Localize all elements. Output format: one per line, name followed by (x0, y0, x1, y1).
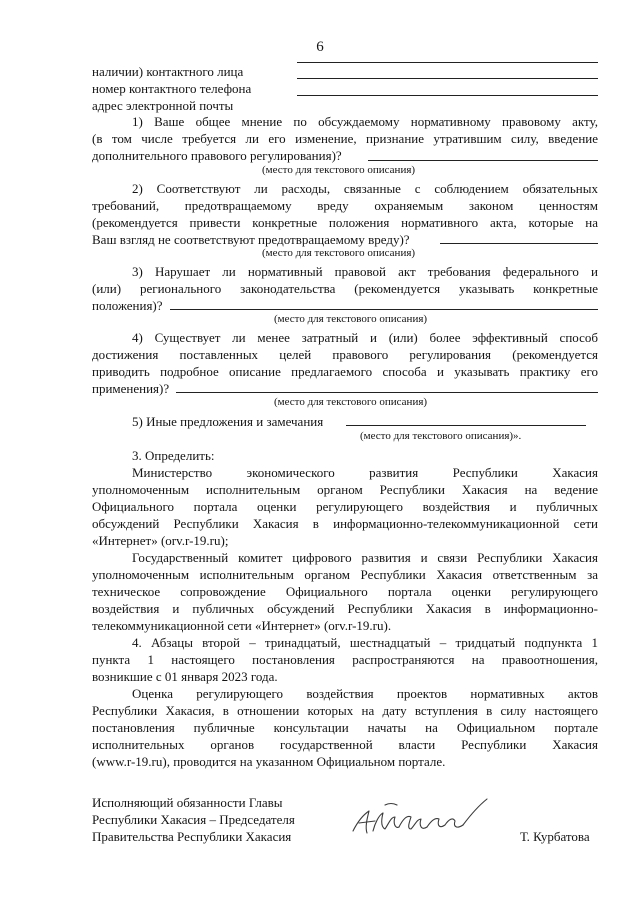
contact-phone-label: номер контактного телефона (92, 81, 252, 96)
answer-line (368, 160, 598, 161)
item-3-paragraph-2-line: телекоммуникационной сети «Интернет» (orv.r-19.ru). (92, 618, 392, 633)
item-3-paragraph-1-line: обсуждений Республики Хакасия в информационно-телекоммуникационной сети (92, 516, 598, 531)
item-4-line: 4. Абзацы второй – тринадцатый, шестнадцатый – тридцатый подпункта 1 (132, 635, 598, 650)
contact-email-label: адрес электронной почты (92, 98, 234, 113)
question-2-line: 2) Соответствуют ли расходы, связанные с соблюдением обязательных (132, 181, 598, 196)
item-3-paragraph-1-line: «Интернет» (orv.r-19.ru); (92, 533, 229, 548)
item-3-paragraph-1-line: Министерство экономического развития Республики Хакасия (132, 465, 598, 480)
item-3-paragraph-2-line: воздействия и публичных обсуждений Республики Хакасия в информационно- (92, 601, 598, 616)
question-4-line: 4) Существует ли менее затратный и (или) более эффективный способ (132, 330, 598, 345)
question-3-line: положения)? (92, 298, 163, 313)
text-placeholder-hint: (место для текстового описания) (274, 313, 428, 325)
question-4-line: приводить подробное описание предлагаемого способа и указывать практику его (92, 364, 598, 379)
blank-line (297, 62, 598, 63)
question-4-line: применения)? (92, 381, 170, 396)
question-2-line: Ваш взгляд не соответствуют предотвращаемому вреду)? (92, 232, 410, 247)
blank-line (297, 78, 598, 79)
answer-line (440, 243, 598, 244)
answer-line (176, 392, 598, 393)
signatory-title-line: Правительства Республики Хакасия (92, 829, 292, 844)
answer-line (170, 309, 598, 310)
question-2-line: (рекомендуется привести конкретные положения нормативного акта, которые на (92, 215, 598, 230)
question-4-line: достижения поставленных целей правового регулирования (рекомендуется (92, 347, 598, 362)
final-paragraph-line: постановления публичные консультации начаты на Официальном портале (92, 720, 598, 735)
final-paragraph-line: Оценка регулирующего воздействия проектов нормативных актов (132, 686, 598, 701)
final-paragraph-line: (www.r-19.ru), проводится на указанном Официальном портале. (92, 754, 446, 769)
answer-line (346, 425, 586, 426)
item-4-line: возникшие с 01 января 2023 года. (92, 669, 278, 684)
item-3-paragraph-2-line: Государственный комитет цифрового развития и связи Республики Хакасия (132, 550, 598, 565)
question-1-line: 1) Ваше общее мнение по обсуждаемому нормативному правовому акту, (132, 114, 598, 129)
blank-line (297, 95, 598, 96)
text-placeholder-hint: (место для текстового описания) (262, 164, 416, 176)
item-3-paragraph-1-line: уполномоченным исполнительным органом Республики Хакасия на ведение (92, 482, 598, 497)
text-placeholder-hint: (место для текстового описания)». (360, 430, 522, 442)
question-3-line: 3) Нарушает ли нормативный правовой акт требования федерального и (132, 264, 598, 279)
question-1-line: (в том числе требуется ли его изменение, признание утратившим силу, введение (92, 131, 598, 146)
question-5-line: 5) Иные предложения и замечания (132, 414, 324, 429)
item-3-paragraph-1-line: Официального портала оценки регулирующего воздействия и публичных (92, 499, 598, 514)
handwritten-signature (345, 793, 495, 843)
final-paragraph-line: исполнительных органов государственной власти Республики Хакасия (92, 737, 598, 752)
final-paragraph-line: Республики Хакасия, в отношении которых на дату вступления в силу настоящего (92, 703, 598, 718)
signatory-title-line: Республики Хакасия – Председателя (92, 812, 295, 827)
question-1-line: дополнительного правового регулирования)? (92, 148, 342, 163)
question-3-line: (или) регионального законодательства (рекомендуется указывать конкретные (92, 281, 598, 296)
signatory-name: Т. Курбатова (520, 829, 590, 844)
question-2-line: требований, предотвращаемому вреду охраняемым законом ценностям (92, 198, 598, 213)
signatory-title-line: Исполняющий обязанности Главы (92, 795, 283, 810)
text-placeholder-hint: (место для текстового описания) (262, 247, 416, 259)
item-3-heading: 3. Определить: (132, 448, 215, 463)
contact-person-label: наличии) контактного лица (92, 64, 244, 79)
item-3-paragraph-2-line: техническое сопровождение Официального портала оценки регулирующего (92, 584, 598, 599)
item-3-paragraph-2-line: уполномоченным исполнительным органом Республики Хакасия ответственным за (92, 567, 598, 582)
page-number: 6 (316, 39, 324, 55)
item-4-line: пункта 1 настоящего постановления распространяются на правоотношения, (92, 652, 598, 667)
text-placeholder-hint: (место для текстового описания) (274, 396, 428, 408)
